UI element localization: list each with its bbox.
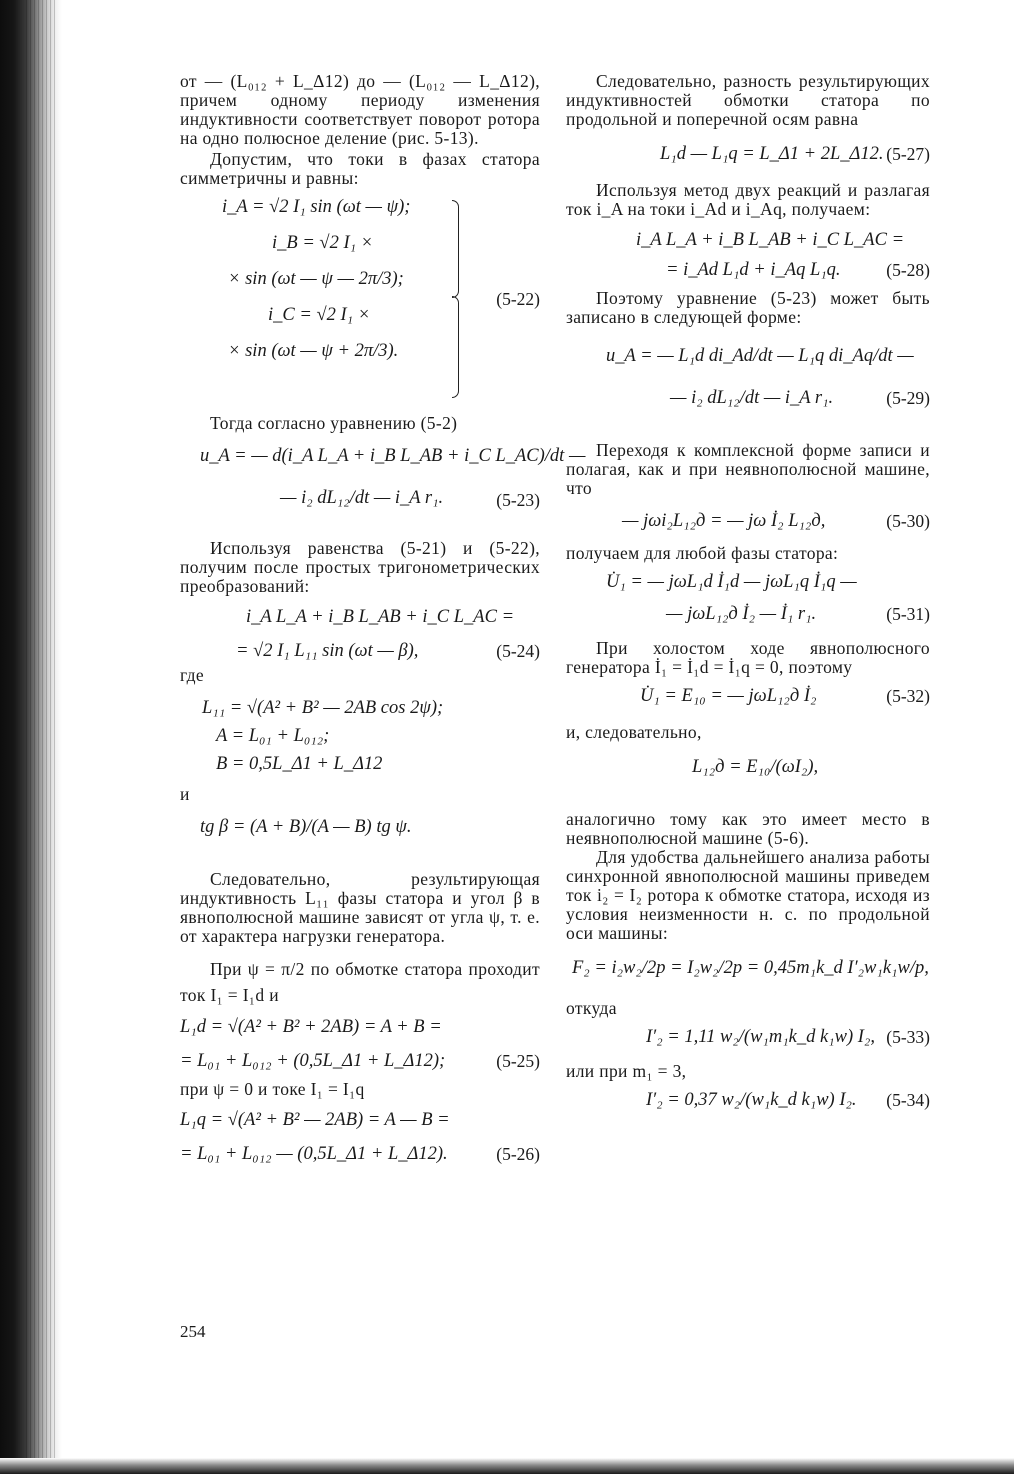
equation-number: (5-30): [886, 511, 930, 531]
paragraph: и, следовательно,: [566, 722, 702, 742]
equation-line: — jωL₁₂д İ₂ — İ₁ r₁.: [666, 604, 817, 624]
equation-line: × sin (ωt — ψ + 2π/3).: [228, 341, 399, 361]
equation-line: i_B = √2 I₁ ×: [272, 233, 374, 253]
book-spine-shadow: [0, 0, 62, 1474]
equation-number: (5-25): [496, 1051, 540, 1071]
paragraph: получаем для любой фазы статора:: [566, 543, 839, 563]
equation-f2: [566, 957, 930, 997]
equation-5-33: [566, 1026, 930, 1060]
equation-line: = L₀₁ + L₀₁₂ — (0,5L_Δ1 + L_Δ12).: [180, 1144, 448, 1164]
equation-line: u_A = — L₁d di_Ad/dt — L₁q di_Aq/dt —: [606, 346, 914, 366]
equation-number: (5-34): [886, 1090, 930, 1110]
equation-5-25: [180, 1016, 540, 1072]
equation-number: (5-33): [886, 1027, 930, 1047]
equation-5-27: [566, 143, 930, 173]
equation-number: (5-22): [496, 289, 540, 309]
paragraph: Используя метод двух реакций и разлагая ток i_A на токи i_Ad и i_Aq, получаем:: [566, 180, 930, 219]
equation-line: u_A = — d(i_A L_A + i_B L_AB + i_C L_AC)/dt —: [200, 446, 586, 466]
paragraph: Допустим, что токи в фазах статора симметричны и равны:: [180, 149, 540, 188]
equation-l12d: [566, 756, 930, 806]
equation-number: (5-31): [886, 604, 930, 624]
equation-line: L₁₁ = √(A² + B² — 2AB cos 2ψ);: [202, 698, 444, 718]
paragraph: от — (L₀₁₂ + L_Δ12) до — (L₀₁₂ — L_Δ12), причем одному периоду изменения индуктивности соответствует поворот ротора на одно полюсное деление (рис. 5-13).: [180, 71, 540, 148]
brace-bottom: [452, 296, 459, 398]
equation-5-22: [180, 196, 540, 402]
equation-line: L₁d — L₁q = L_Δ1 + 2L_Δ12.: [660, 144, 884, 164]
equation-5-30: [566, 510, 930, 538]
equation-line: — i₂ dL₁₂/dt — i_A r₁.: [280, 488, 444, 508]
equation-line: I′₂ = 0,37 w₂/(w₁k_d k₁w) I₂.: [646, 1090, 857, 1110]
equation-5-28: [566, 229, 930, 281]
paragraph: При ψ = π/2 по обмотке статора проходит ток I₁ = I₁d и: [180, 959, 540, 1005]
equation-number: (5-27): [886, 144, 930, 164]
equation-5-34: [566, 1089, 930, 1123]
paragraph: Следовательно, результирующая индуктивность L₁₁ фазы статора и угол β в явнополюсной машине зависят от угла ψ, т. е. от характера нагрузки генератора.: [180, 869, 540, 946]
equation-line: = i_Ad L₁d + i_Aq L₁q.: [666, 260, 841, 280]
equation-number: (5-23): [496, 490, 540, 510]
paragraph: Для удобства дальнейшего анализа работы синхронной явнополюсной машины приведем ток i₂ = I₂ ротора к обмотке статора, исходя из условия неизменности н. с. по продольной оси машины:: [566, 847, 930, 943]
equation-line: i_A L_A + i_B L_AB + i_C L_AC =: [636, 230, 905, 250]
equation-line: L₁q = √(A² + B² — 2AB) = A — B =: [180, 1110, 450, 1130]
equation-line: — i₂ dL₁₂/dt — i_A r₁.: [670, 388, 834, 408]
equation-number: (5-24): [496, 641, 540, 661]
equation-line: L₁d = √(A² + B² + 2AB) = A + B =: [180, 1017, 442, 1037]
paragraph: Тогда согласно уравнению (5-2): [210, 413, 458, 433]
page-number: 254: [180, 1322, 206, 1341]
left-column: [180, 64, 586, 1165]
equation-line: = L₀₁ + L₀₁₂ + (0,5L_Δ1 + L_Δ12);: [180, 1051, 446, 1071]
equation-line: B = 0,5L_Δ1 + L_Δ12: [216, 754, 383, 774]
right-column: [566, 64, 930, 1123]
paragraph: откуда: [566, 998, 617, 1018]
paragraph: где: [180, 665, 205, 685]
equation-line: L₁₂д = E₁₀/(ωI₂),: [692, 757, 819, 777]
equation-line: × sin (ωt — ψ — 2π/3);: [228, 269, 404, 289]
equation-line: i_A = √2 I₁ sin (ωt — ψ);: [222, 197, 411, 217]
equation-5-31: [566, 571, 930, 627]
paragraph: при ψ = 0 и токе I₁ = I₁q: [180, 1079, 365, 1099]
equation-line: i_A L_A + i_B L_AB + i_C L_AC =: [246, 607, 515, 627]
equation-line: A = L₀₁ + L₀₁₂;: [216, 726, 330, 746]
paragraph: Используя равенства (5-21) и (5-22), получим после простых тригонометрических преобразований:: [180, 538, 540, 596]
equation-line: U̇₁ = E₁₀ = — jωL₁₂д İ₂: [640, 686, 817, 706]
equation-number: (5-32): [886, 686, 930, 706]
paragraph: и: [180, 784, 190, 804]
equation-number: (5-28): [886, 260, 930, 280]
paragraph: Переходя к комплексной форме записи и полагая, как и при неявнополюсной машине, что: [566, 440, 930, 498]
equation-line: I′₂ = 1,11 w₂/(w₁m₁k_d k₁w) I₂,: [646, 1027, 875, 1047]
equation-5-32: [566, 685, 930, 715]
equation-line: = √2 I₁ L₁₁ sin (ωt — β),: [236, 641, 419, 661]
equation-definitions: [180, 697, 540, 779]
equation-5-23: [180, 445, 586, 521]
equation-tg-beta: [180, 816, 540, 856]
brace-top: [452, 200, 459, 298]
paragraph: Следовательно, разность результирующих индуктивностей обмотки статора по продольной и поперечной осям равна: [566, 71, 930, 129]
equation-5-29: [566, 345, 930, 423]
paragraph: При холостом ходе явнополюсного генератора İ₁ = İ₁d = İ₁q = 0, поэтому: [566, 638, 930, 677]
paragraph: Поэтому уравнение (5-23) может быть записано в следующей форме:: [566, 288, 930, 327]
equation-line: — jωi₂L₁₂д = — jω İ₂ L₁₂д,: [622, 511, 826, 531]
equation-line: U̇₁ = — jωL₁d İ₁d — jωL₁q İ₁q —: [606, 572, 857, 592]
equation-line: i_C = √2 I₁ ×: [268, 305, 371, 325]
equation-5-24: [180, 606, 540, 664]
page-bottom-shadow: [0, 1458, 1014, 1474]
equation-number: (5-29): [886, 388, 930, 408]
paragraph: аналогично тому как это имеет место в неявнополюсной машине (5-6).: [566, 809, 930, 848]
spine-texture: [26, 0, 56, 1474]
equation-line: F₂ = i₂w₂/2p = I₂w₂/2p = 0,45m₁k_d I′₂w₁k₁w/p,: [572, 958, 929, 978]
paragraph: или при m₁ = 3,: [566, 1061, 687, 1081]
equation-line: tg β = (A + B)/(A — B) tg ψ.: [200, 817, 412, 837]
equation-5-26: [180, 1109, 540, 1165]
equation-number: (5-26): [496, 1144, 540, 1164]
